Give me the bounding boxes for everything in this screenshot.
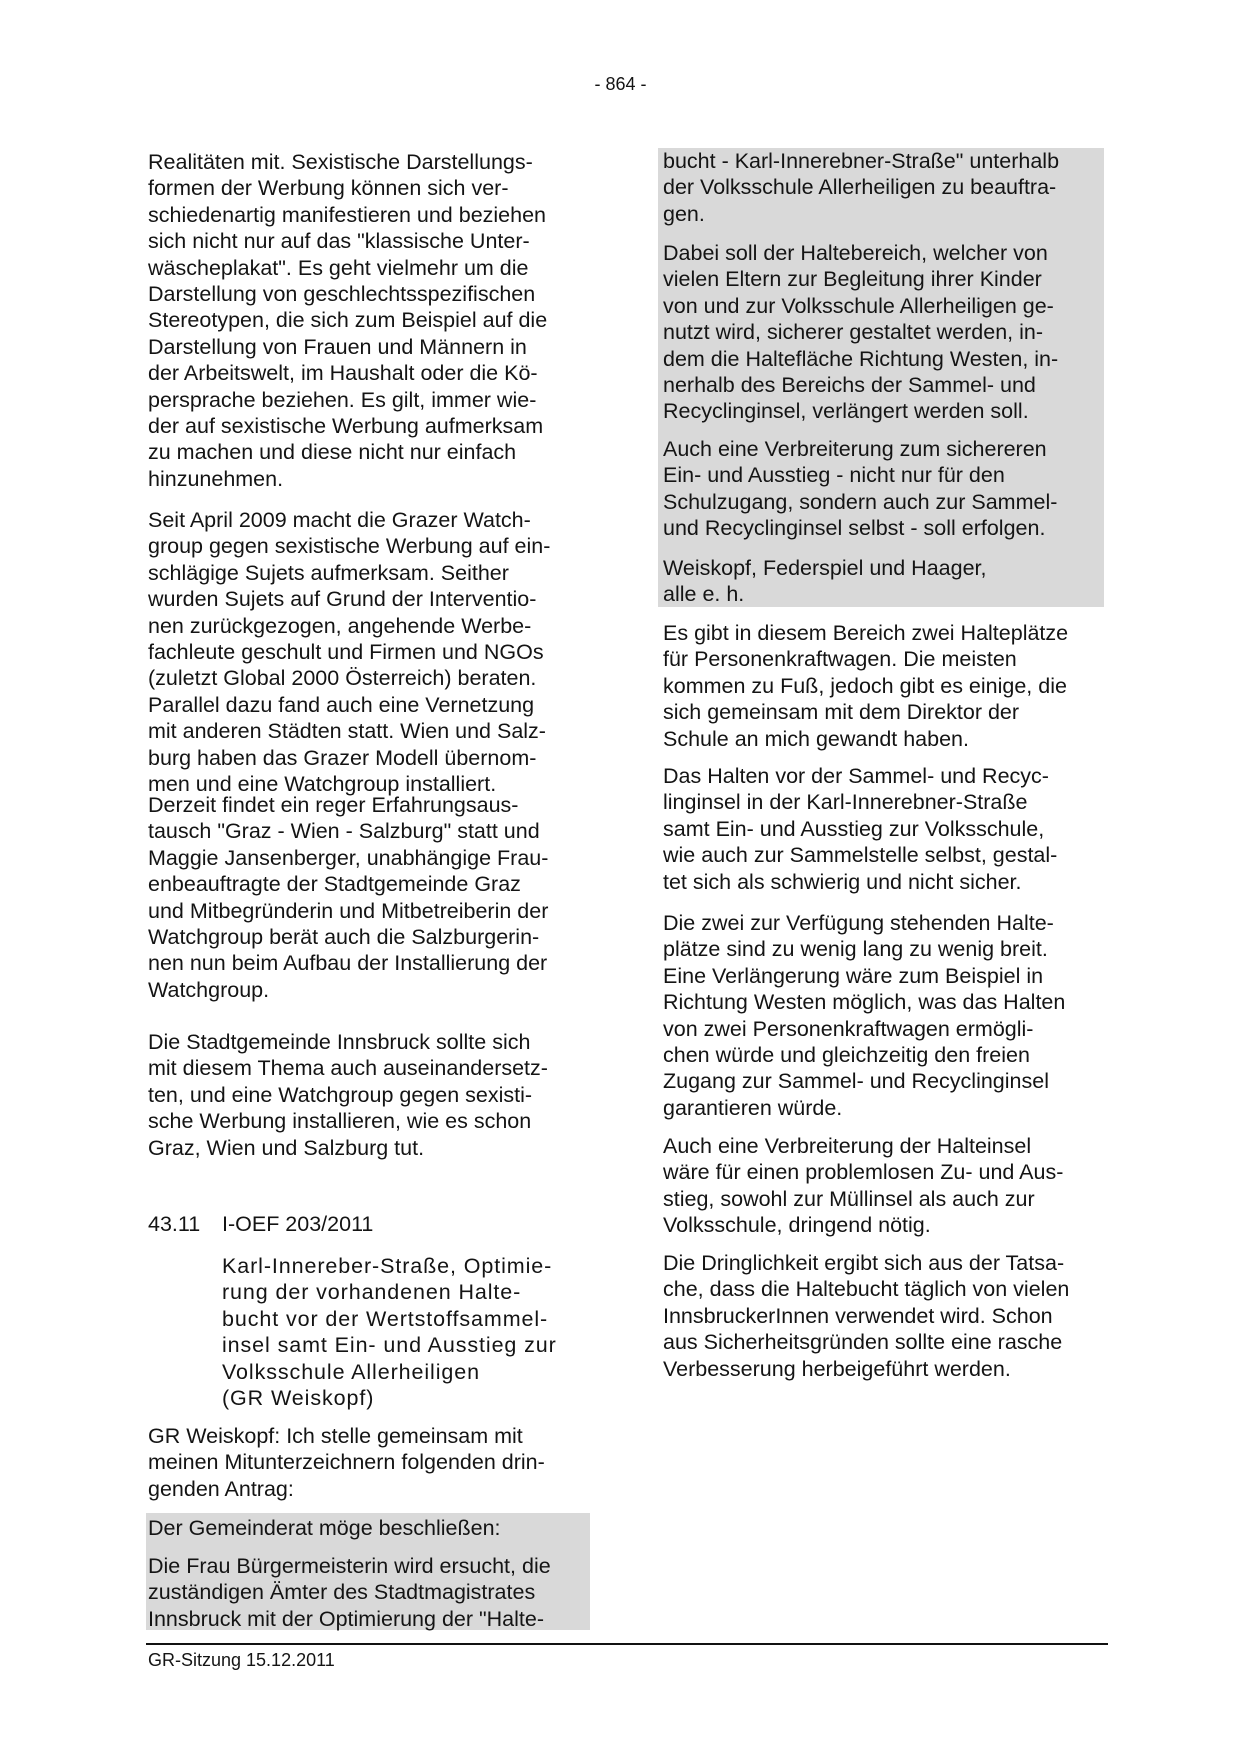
agenda-item-number: 43.11 <box>148 1212 201 1236</box>
text-line: Darstellung von Frauen und Männern in <box>148 334 527 359</box>
paragraph <box>663 910 1065 1121</box>
text-line: rung der vorhandenen Halte- <box>222 1280 522 1305</box>
text-line: meinen Mitunterzeichnern folgenden drin- <box>148 1450 545 1475</box>
text-line: dem die Haltefläche Richtung Westen, in- <box>663 346 1059 371</box>
page-number: - 864 - <box>594 74 647 94</box>
text-line: Volksschule, dringend nötig. <box>663 1213 931 1238</box>
text-line: Die Stadtgemeinde Innsbruck sollte sich <box>148 1030 531 1054</box>
text-line: von zwei Personenkraftwagen ermögli- <box>663 1016 1034 1041</box>
text-line: nen nun beim Aufbau der Installierung der <box>148 951 548 976</box>
text-line: alle e. h. <box>663 582 745 607</box>
text-line: GR Weiskopf: Ich stelle gemeinsam mit <box>148 1424 523 1448</box>
motion-text <box>148 1553 551 1632</box>
text-line: (GR Weiskopf) <box>222 1385 375 1410</box>
text-line: Graz, Wien und Salzburg tut. <box>148 1135 425 1160</box>
text-line: und Mitbegründerin und Mitbetreiberin der <box>148 898 549 923</box>
text-line: nen zurückgezogen, angehende Werbe- <box>148 613 532 638</box>
text-line: schlägige Sujets aufmerksam. Seither <box>148 560 509 585</box>
text-line: Schule an mich gewandt haben. <box>663 726 969 751</box>
text-line: nutzt wird, sicherer gestaltet werden, in- <box>663 320 1043 345</box>
text-line: garantieren würde. <box>663 1095 843 1120</box>
text-line: tausch "Graz - Wien - Salzburg" statt und <box>148 819 540 844</box>
text-line: wäre für einen problemlosen Zu- und Aus- <box>663 1160 1064 1185</box>
text-line: der Arbeitswelt, im Haushalt oder die Kö- <box>148 361 538 386</box>
text-line: samt Ein- und Ausstieg zur Volksschule, <box>663 816 1045 841</box>
paragraph <box>663 1250 1069 1382</box>
text-line: genden Antrag: <box>148 1476 294 1501</box>
text-line: Der Gemeinderat möge beschließen: <box>148 1516 501 1540</box>
agenda-item-code: I-OEF 203/2011 <box>222 1212 374 1236</box>
text-line: wäscheplakat". Es geht vielmehr um die <box>148 255 529 280</box>
text-line: Derzeit findet ein reger Erfahrungsaus- <box>148 793 519 817</box>
text-line: sich nicht nur auf das "klassische Unter- <box>148 229 530 254</box>
text-line: Parallel dazu fand auch eine Vernetzung <box>148 692 535 717</box>
text-line: zu machen und diese nicht nur einfach <box>148 440 517 465</box>
text-line: (zuletzt Global 2000 Österreich) beraten. <box>148 666 537 691</box>
paragraph <box>148 1029 548 1161</box>
text-line: von und zur Volksschule Allerheiligen ge- <box>663 293 1054 318</box>
text-line: Karl-Innereber-Straße, Optimie- <box>222 1254 553 1278</box>
text-line: bucht - Karl-Innerebner-Straße" unterhalb <box>663 149 1060 173</box>
paragraph <box>148 1423 545 1502</box>
paragraph <box>148 792 548 1003</box>
paragraph <box>148 507 550 797</box>
text-line: burg haben das Grazer Modell übernom- <box>148 745 537 770</box>
text-line: Stereotypen, die sich zum Beispiel auf die <box>148 308 548 333</box>
text-line: Seit April 2009 macht die Grazer Watch- <box>148 508 531 532</box>
text-line: chen würde und gleichzeitig den freien <box>663 1042 1030 1067</box>
text-line: Richtung Westen möglich, was das Halten <box>663 990 1066 1015</box>
text-line: Maggie Jansenberger, unabhängige Frau- <box>148 845 549 870</box>
text-line: vielen Eltern zur Begleitung ihrer Kinder <box>663 267 1042 292</box>
text-line: men und eine Watchgroup installiert. <box>148 771 497 796</box>
paragraph <box>148 149 547 492</box>
text-line: linginsel in der Karl-Innerebner-Straße <box>663 790 1028 815</box>
text-line: Auch eine Verbreiterung der Halteinsel <box>663 1134 1032 1158</box>
text-line: Die Frau Bürgermeisterin wird ersucht, die <box>148 1554 551 1578</box>
text-line: Realitäten mit. Sexistische Darstellungs- <box>148 150 533 174</box>
text-line: ten, und eine Watchgroup gegen sexisti- <box>148 1082 533 1107</box>
text-line: che, dass die Haltebucht täglich von vielen <box>663 1277 1070 1302</box>
text-line: sich gemeinsam mit dem Direktor der <box>663 700 1020 725</box>
text-line: zuständigen Ämter des Stadtmagistrates <box>148 1580 536 1605</box>
text-line: hinzunehmen. <box>148 466 284 491</box>
footer-session-date: GR-Sitzung 15.12.2011 <box>148 1650 335 1670</box>
motion-text <box>663 436 1057 542</box>
text-line: persprache beziehen. Es gilt, immer wie- <box>148 387 537 412</box>
text-line: Volksschule Allerheiligen <box>222 1359 480 1384</box>
text-line: für Personenkraftwagen. Die meisten <box>663 647 1017 672</box>
text-line: Dabei soll der Haltebereich, welcher von <box>663 241 1048 265</box>
motion-text <box>663 240 1058 425</box>
text-line: wurden Sujets auf Grund der Interventio- <box>148 587 537 612</box>
footer-divider <box>146 1643 1108 1645</box>
motion-text <box>663 148 1059 227</box>
text-line: der auf sexistische Werbung aufmerksam <box>148 413 544 438</box>
text-line: schiedenartig manifestieren und beziehen <box>148 202 547 227</box>
text-line: und Recyclinginsel selbst - soll erfolgen. <box>663 516 1046 541</box>
signatories <box>663 555 986 608</box>
text-line: Recyclinginsel, verlängert werden soll. <box>663 399 1029 424</box>
text-line: fachleute geschult und Firmen und NGOs <box>148 639 544 664</box>
text-line: gen. <box>663 201 705 226</box>
text-line: Eine Verlängerung wäre zum Beispiel in <box>663 963 1044 988</box>
text-line: mit diesem Thema auch auseinandersetz- <box>148 1056 548 1081</box>
text-line: Watchgroup berät auch die Salzburgerin- <box>148 924 540 949</box>
text-line: aus Sicherheitsgründen sollte eine rasche <box>663 1330 1063 1355</box>
text-line: sche Werbung installieren, wie es schon <box>148 1109 532 1134</box>
text-line: Innsbruck mit der Optimierung der "Halte- <box>148 1606 544 1631</box>
text-line: InnsbruckerInnen verwendet wird. Schon <box>663 1303 1053 1328</box>
text-line: insel samt Ein- und Ausstieg zur <box>222 1333 557 1358</box>
text-line: Es gibt in diesem Bereich zwei Halteplätze <box>663 621 1069 645</box>
text-line: stieg, sowohl zur Müllinsel als auch zur <box>663 1186 1035 1211</box>
paragraph <box>663 1133 1063 1239</box>
text-line: wie auch zur Sammelstelle selbst, gestal- <box>663 843 1058 868</box>
text-line: plätze sind zu wenig lang zu wenig breit. <box>663 937 1048 962</box>
text-line: Das Halten vor der Sammel- und Recyc- <box>663 764 1049 788</box>
text-line: Darstellung von geschlechtsspezifischen <box>148 281 536 306</box>
text-line: bucht vor der Wertstoffsammel- <box>222 1306 549 1331</box>
text-line: Schulzugang, sondern auch zur Sammel- <box>663 489 1058 514</box>
text-line: tet sich als schwierig und nicht sicher. <box>663 869 1022 894</box>
text-line: nerhalb des Bereichs der Sammel- und <box>663 372 1036 397</box>
text-line: Zugang zur Sammel- und Recyclinginsel <box>663 1069 1049 1094</box>
text-line: Verbesserung herbeigeführt werden. <box>663 1356 1011 1381</box>
motion-intro <box>148 1515 501 1541</box>
paragraph <box>663 763 1057 895</box>
text-line: der Volksschule Allerheiligen zu beauftra- <box>663 175 1057 200</box>
text-line: enbeauftragte der Stadtgemeinde Graz <box>148 872 521 897</box>
text-line: Auch eine Verbreiterung zum sichereren <box>663 437 1047 461</box>
text-line: Die zwei zur Verfügung stehenden Halte- <box>663 911 1054 935</box>
text-line: Ein- und Ausstieg - nicht nur für den <box>663 463 1005 488</box>
text-line: formen der Werbung können sich ver- <box>148 176 509 201</box>
text-line: Weiskopf, Federspiel und Haager, <box>663 556 987 580</box>
paragraph <box>663 620 1068 752</box>
text-line: group gegen sexistische Werbung auf ein- <box>148 534 551 559</box>
text-line: kommen zu Fuß, jedoch gibt es einige, die <box>663 673 1067 698</box>
text-line: mit anderen Städten statt. Wien und Salz- <box>148 719 546 744</box>
text-line: Die Dringlichkeit ergibt sich aus der Tatsa- <box>663 1251 1065 1275</box>
text-line: Watchgroup. <box>148 977 270 1002</box>
agenda-item-title <box>222 1253 557 1411</box>
